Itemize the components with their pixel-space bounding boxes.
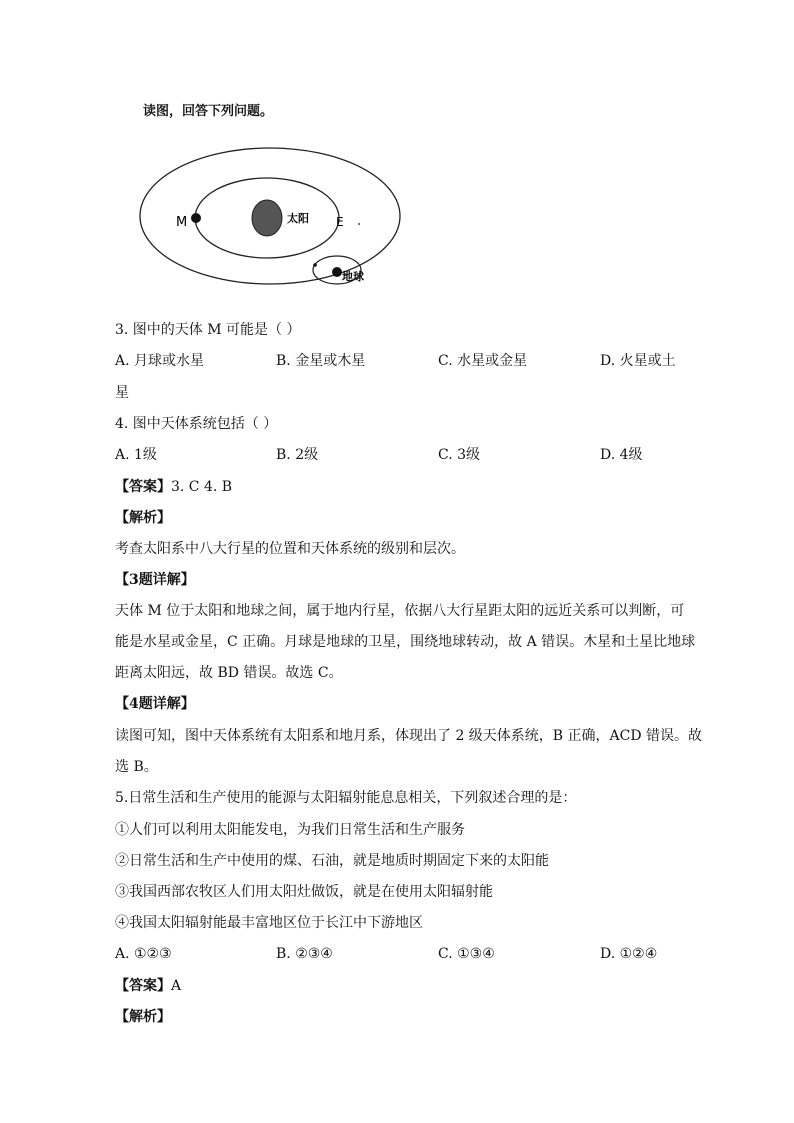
q4-option-b: B. 2级 [276, 447, 319, 463]
q4-stem: 4. 图中天体系统包括（ ） [115, 416, 278, 432]
analysis-text: 考查太阳系中八大行星的位置和天体系统的级别和层次。 [115, 541, 465, 557]
q5-item-4: ④我国太阳辐射能最丰富地区位于长江中下游地区 [115, 915, 423, 931]
q5-option-d: D. ①②④ [600, 946, 658, 962]
answer-2 [115, 976, 181, 996]
q4-option-a: A. 1级 [115, 447, 157, 463]
earth-label: 地球 [342, 270, 364, 283]
q3-option-c: C. 水星或金星 [438, 353, 528, 369]
e-label: E [336, 215, 344, 229]
detail-3-line-1: 天体 M 位于太阳和地球之间，属于地内行星，依据八大行星距太阳的远近关系可以判断，可 [115, 603, 685, 619]
earth-dot [332, 267, 342, 277]
solar-system-diagram [130, 140, 420, 300]
m-label: M [176, 215, 188, 230]
analysis-tag: 【解析】 [115, 510, 171, 526]
answer-2-tag: 【答案】 [115, 978, 171, 994]
q5-item-3: ③我国西部农牧区人们用太阳灶做饭，就是在使用太阳辐射能 [115, 884, 493, 900]
q4-option-c: C. 3级 [438, 447, 481, 463]
answer-2-text: A [171, 978, 182, 994]
intro-text: 读图，回答下列问题。 [143, 104, 274, 119]
q3-option-a: A. 月球或水星 [115, 353, 205, 369]
sun-label: 太阳 [287, 212, 309, 225]
sun-shape [252, 200, 282, 236]
moon-dot [313, 263, 317, 267]
analysis-2-tag: 【解析】 [115, 1009, 171, 1025]
detail-4-tag: 【4题详解】 [115, 696, 195, 712]
small-dot [358, 223, 360, 225]
detail-3-line-3: 距离太阳远，故 BD 错误。故选 C。 [115, 665, 343, 681]
answer-1-tag: 【答案】 [115, 479, 171, 495]
q5-option-a: A. ①②③ [115, 946, 172, 962]
q5-item-1: ①人们可以利用太阳能发电，为我们日常生活和生产服务 [115, 822, 465, 838]
answer-1 [115, 477, 232, 497]
detail-4-line-1: 读图可知，图中天体系统有太阳系和地月系，体现出了 2 级天体系统，B 正确，ACD 错误。故 [115, 728, 703, 744]
q3-stem: 3. 图中的天体 M 可能是（ ） [115, 322, 301, 338]
q5-item-2: ②日常生活和生产中使用的煤、石油，就是地质时期固定下来的太阳能 [115, 853, 549, 869]
answer-1-text: 3. C 4. B [171, 479, 233, 495]
q4-option-d: D. 4级 [600, 447, 643, 463]
q5-option-c: C. ①③④ [438, 946, 495, 962]
detail-4-line-2: 选 B。 [115, 759, 158, 775]
detail-3-line-2: 能是水星或金星，C 正确。月球是地球的卫星，围绕地球转动，故 A 错误。木星和土星比地球 [115, 634, 696, 650]
planet-m [191, 213, 201, 223]
q5-option-b: B. ②③④ [276, 946, 333, 962]
detail-3-tag: 【3题详解】 [115, 572, 195, 588]
q3-option-d-wrap: 星 [115, 385, 129, 401]
q3-option-d: D. 火星或土 [600, 353, 676, 369]
q5-stem: 5.日常生活和生产使用的能源与太阳辐射能息息相关，下列叙述合理的是： [115, 790, 577, 806]
q3-option-b: B. 金星或木星 [276, 353, 366, 369]
